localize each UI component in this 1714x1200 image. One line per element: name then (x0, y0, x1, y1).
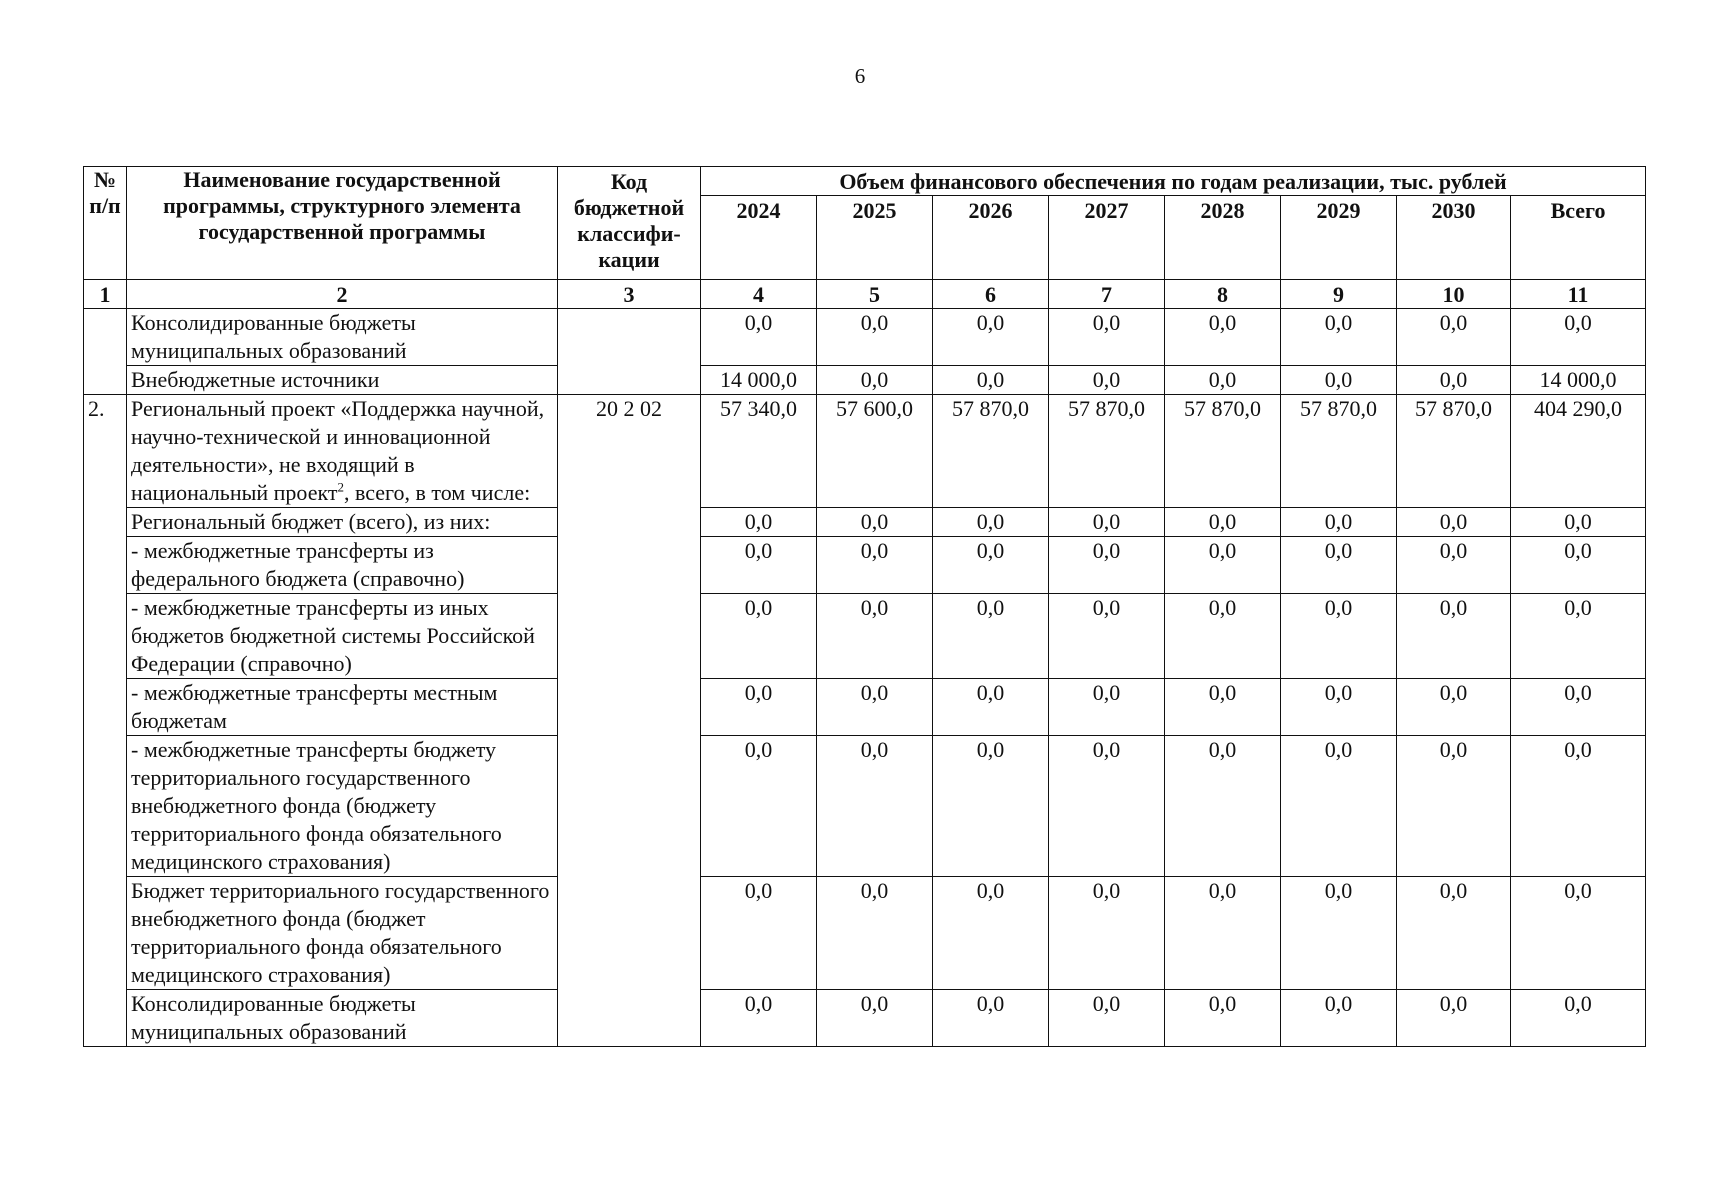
row-total: 0,0 (1511, 508, 1646, 537)
row-value: 0,0 (1165, 594, 1281, 679)
row-value: 0,0 (1281, 508, 1397, 537)
row-name: - межбюджетные трансферты из иных бюджетов бюджетной системы Российской Федерации (справочно) (127, 594, 558, 679)
row-total: 0,0 (1511, 679, 1646, 736)
column-number: 11 (1511, 280, 1646, 309)
column-number: 1 (84, 280, 127, 309)
row-name: Бюджет территориального государственного внебюджетного фонда (бюджет территориального фонда обязательного медицинского страхования) (127, 877, 558, 990)
table-row (84, 877, 1646, 990)
header-year: 2026 (933, 196, 1049, 280)
row-value: 0,0 (701, 537, 817, 594)
row-name: Региональный проект «Поддержка научной, научно-технической и инновационной деятельности», не входящий в национальный проект (131, 396, 545, 505)
row-value: 0,0 (701, 309, 817, 366)
row-value: 57 870,0 (1049, 395, 1165, 508)
row-value: 0,0 (1049, 877, 1165, 990)
column-number: 7 (1049, 280, 1165, 309)
row-value: 0,0 (933, 594, 1049, 679)
header-year: 2029 (1281, 196, 1397, 280)
row-value: 0,0 (1281, 309, 1397, 366)
row-value: 0,0 (1049, 366, 1165, 395)
row-value: 0,0 (1281, 537, 1397, 594)
row-value: 0,0 (933, 679, 1049, 736)
row-name: - межбюджетные трансферты местным бюджетам (127, 679, 558, 736)
row-value: 0,0 (817, 990, 933, 1047)
row-value: 0,0 (1049, 594, 1165, 679)
row-value: 0,0 (817, 537, 933, 594)
row-value: 0,0 (1281, 594, 1397, 679)
row-total: 0,0 (1511, 537, 1646, 594)
row-value: 0,0 (933, 309, 1049, 366)
row-value: 0,0 (1049, 508, 1165, 537)
column-number: 3 (558, 280, 701, 309)
row-code (558, 309, 701, 395)
row-name: Консолидированные бюджеты муниципальных образований (127, 309, 558, 366)
row-num: 2. (84, 395, 127, 1047)
row-total: 0,0 (1511, 736, 1646, 877)
row-value: 0,0 (1165, 990, 1281, 1047)
row-value: 0,0 (1165, 736, 1281, 877)
footnote-mark: 2 (337, 479, 344, 495)
row-name: Региональный бюджет (всего), из них: (127, 508, 558, 537)
budget-table (83, 166, 1646, 1047)
table-row (84, 679, 1646, 736)
header-total: Всего (1511, 196, 1646, 280)
row-value: 57 870,0 (1281, 395, 1397, 508)
table-row (84, 990, 1646, 1047)
row-total: 0,0 (1511, 990, 1646, 1047)
row-total: 14 000,0 (1511, 366, 1646, 395)
row-value: 0,0 (933, 877, 1049, 990)
row-value: 0,0 (1281, 679, 1397, 736)
row-value: 0,0 (1397, 679, 1511, 736)
header-year: 2030 (1397, 196, 1511, 280)
column-number: 2 (127, 280, 558, 309)
row-value: 0,0 (701, 679, 817, 736)
header-code: Код бюджетной классифи-кации (558, 167, 701, 280)
row-value: 0,0 (1397, 990, 1511, 1047)
header-year: 2024 (701, 196, 817, 280)
row-value: 0,0 (1049, 537, 1165, 594)
row-value: 0,0 (933, 366, 1049, 395)
row-value: 0,0 (933, 736, 1049, 877)
row-value: 0,0 (817, 594, 933, 679)
row-value: 0,0 (933, 990, 1049, 1047)
row-value: 0,0 (701, 990, 817, 1047)
row-value: 0,0 (1397, 537, 1511, 594)
row-code: 20 2 02 (558, 395, 701, 1047)
row-value: 0,0 (1397, 736, 1511, 877)
row-value: 0,0 (1281, 366, 1397, 395)
row-name: Внебюджетные источники (127, 366, 558, 395)
row-value: 57 340,0 (701, 395, 817, 508)
row-name-project (127, 395, 558, 508)
table-row (84, 309, 1646, 366)
column-number: 9 (1281, 280, 1397, 309)
header-volume: Объем финансового обеспечения по годам реализации, тыс. рублей (701, 167, 1646, 196)
row-value: 0,0 (1397, 309, 1511, 366)
row-value: 57 870,0 (1165, 395, 1281, 508)
row-value: 0,0 (1049, 309, 1165, 366)
header-num: № п/п (84, 167, 127, 280)
row-value: 0,0 (1165, 537, 1281, 594)
row-value: 0,0 (1397, 877, 1511, 990)
row-value: 0,0 (1049, 679, 1165, 736)
row-value: 0,0 (701, 736, 817, 877)
row-value: 0,0 (817, 508, 933, 537)
column-number: 8 (1165, 280, 1281, 309)
row-num (84, 309, 127, 395)
row-value: 57 870,0 (1397, 395, 1511, 508)
header-name: Наименование государственной программы, структурного элемента государственной программы (127, 167, 558, 280)
header-year: 2027 (1049, 196, 1165, 280)
table-row (84, 395, 1646, 508)
row-value: 0,0 (701, 877, 817, 990)
row-value: 0,0 (817, 309, 933, 366)
row-value: 57 600,0 (817, 395, 933, 508)
column-number: 10 (1397, 280, 1511, 309)
row-total: 404 290,0 (1511, 395, 1646, 508)
row-value: 14 000,0 (701, 366, 817, 395)
row-name: Консолидированные бюджеты муниципальных образований (127, 990, 558, 1047)
row-value: 0,0 (701, 594, 817, 679)
table-row (84, 508, 1646, 537)
row-name: - межбюджетные трансферты из федерального бюджета (справочно) (127, 537, 558, 594)
column-number: 6 (933, 280, 1049, 309)
row-value: 0,0 (1397, 366, 1511, 395)
table-row (84, 736, 1646, 877)
row-name-suffix: , всего, в том числе: (343, 480, 531, 505)
row-total: 0,0 (1511, 594, 1646, 679)
row-value: 0,0 (817, 679, 933, 736)
row-value: 57 870,0 (933, 395, 1049, 508)
row-value: 0,0 (1165, 679, 1281, 736)
header-year: 2025 (817, 196, 933, 280)
row-value: 0,0 (1165, 877, 1281, 990)
row-value: 0,0 (1397, 508, 1511, 537)
row-value: 0,0 (701, 508, 817, 537)
row-value: 0,0 (1049, 736, 1165, 877)
row-value: 0,0 (817, 877, 933, 990)
table-row (84, 366, 1646, 395)
row-value: 0,0 (1281, 877, 1397, 990)
row-value: 0,0 (1165, 366, 1281, 395)
row-total: 0,0 (1511, 877, 1646, 990)
table-row (84, 537, 1646, 594)
row-value: 0,0 (1397, 594, 1511, 679)
column-number: 5 (817, 280, 933, 309)
row-value: 0,0 (1281, 990, 1397, 1047)
row-value: 0,0 (933, 508, 1049, 537)
row-value: 0,0 (1165, 309, 1281, 366)
row-value: 0,0 (1165, 508, 1281, 537)
header-year: 2028 (1165, 196, 1281, 280)
page-number: 6 (854, 64, 866, 88)
row-value: 0,0 (1049, 990, 1165, 1047)
row-value: 0,0 (933, 537, 1049, 594)
row-value: 0,0 (817, 736, 933, 877)
row-name: - межбюджетные трансферты бюджету территориального государственного внебюджетного фонда (бюджету территориального фонда обязательного медицинского страхования) (127, 736, 558, 877)
row-value: 0,0 (1281, 736, 1397, 877)
row-total: 0,0 (1511, 309, 1646, 366)
table-row (84, 594, 1646, 679)
row-value: 0,0 (817, 366, 933, 395)
table-header (84, 167, 1646, 309)
column-number: 4 (701, 280, 817, 309)
